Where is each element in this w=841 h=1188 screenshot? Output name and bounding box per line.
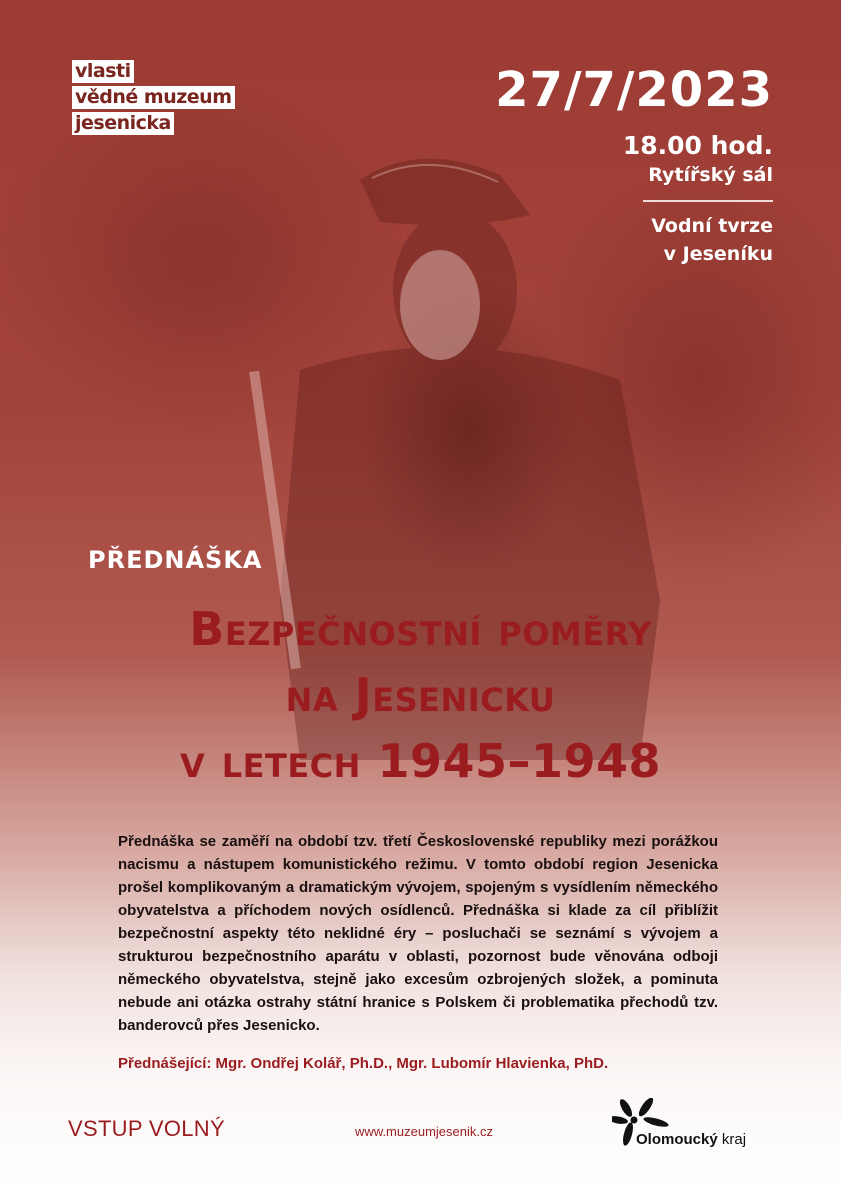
lecture-kicker: PŘEDNÁŠKA bbox=[88, 546, 263, 574]
free-entry-label: VSTUP VOLNÝ bbox=[68, 1116, 225, 1141]
sponsor-logo bbox=[612, 1098, 792, 1158]
lecture-title-line1: Bezpečnostní poměry bbox=[189, 602, 652, 656]
website-link[interactable]: www.muzeumjesenik.cz bbox=[355, 1124, 493, 1139]
event-date: 27/7/2023 bbox=[495, 62, 773, 118]
museum-logo bbox=[72, 60, 235, 138]
lecture-speakers: Přednášející: Mgr. Ondřej Kolář, Ph.D., Mgr. Lubomír Hlavienka, PhD. bbox=[118, 1055, 609, 1072]
divider bbox=[643, 200, 773, 202]
museum-logo-line: vědné muzeum bbox=[72, 86, 235, 109]
lecture-title-line3: v letech 1945–1948 bbox=[179, 734, 662, 788]
event-time: 18.00 hod. bbox=[622, 131, 773, 160]
lecture-title-line2: na Jesenicku bbox=[285, 668, 556, 722]
museum-logo-line: jesenicka bbox=[72, 112, 174, 135]
event-place-line1: Vodní tvrze bbox=[651, 215, 773, 237]
event-place-line2: v Jeseníku bbox=[663, 243, 773, 265]
event-room: Rytířský sál bbox=[648, 164, 773, 186]
sponsor-suffix: kraj bbox=[721, 1131, 747, 1148]
lecture-title bbox=[60, 596, 781, 794]
event-info bbox=[623, 130, 773, 268]
lecture-description: Přednáška se zaměří na období tzv. třetí Československé republiky mezi porážkou nacismu a nástupem komunistického režimu. V tomto období region Jesenicka prošel komplikovaným a dramatickým vývojem, spojeným s vysídlením německého obyvatelstva a příchodem nových osídlenců. Přednáška si klade za cíl přiblížit bezpečnostní aspekty této neklidné éry – posluchači se seznámí s vývojem a strukturou bezpečnostního aparátu v oblasti, pozornost bude věnována odboji německého obyvatelstva, stejně jako excesům ozbrojených složek, a pominuta nebude ani otázka ostrahy státní hranice s Polskem či problematika přechodů tzv. banderovců přes Jesenicko. bbox=[118, 833, 718, 1034]
sponsor-name bbox=[636, 1131, 746, 1148]
sponsor-name-bold: Olomoucký bbox=[636, 1131, 718, 1148]
museum-logo-line: vlasti bbox=[72, 60, 134, 83]
